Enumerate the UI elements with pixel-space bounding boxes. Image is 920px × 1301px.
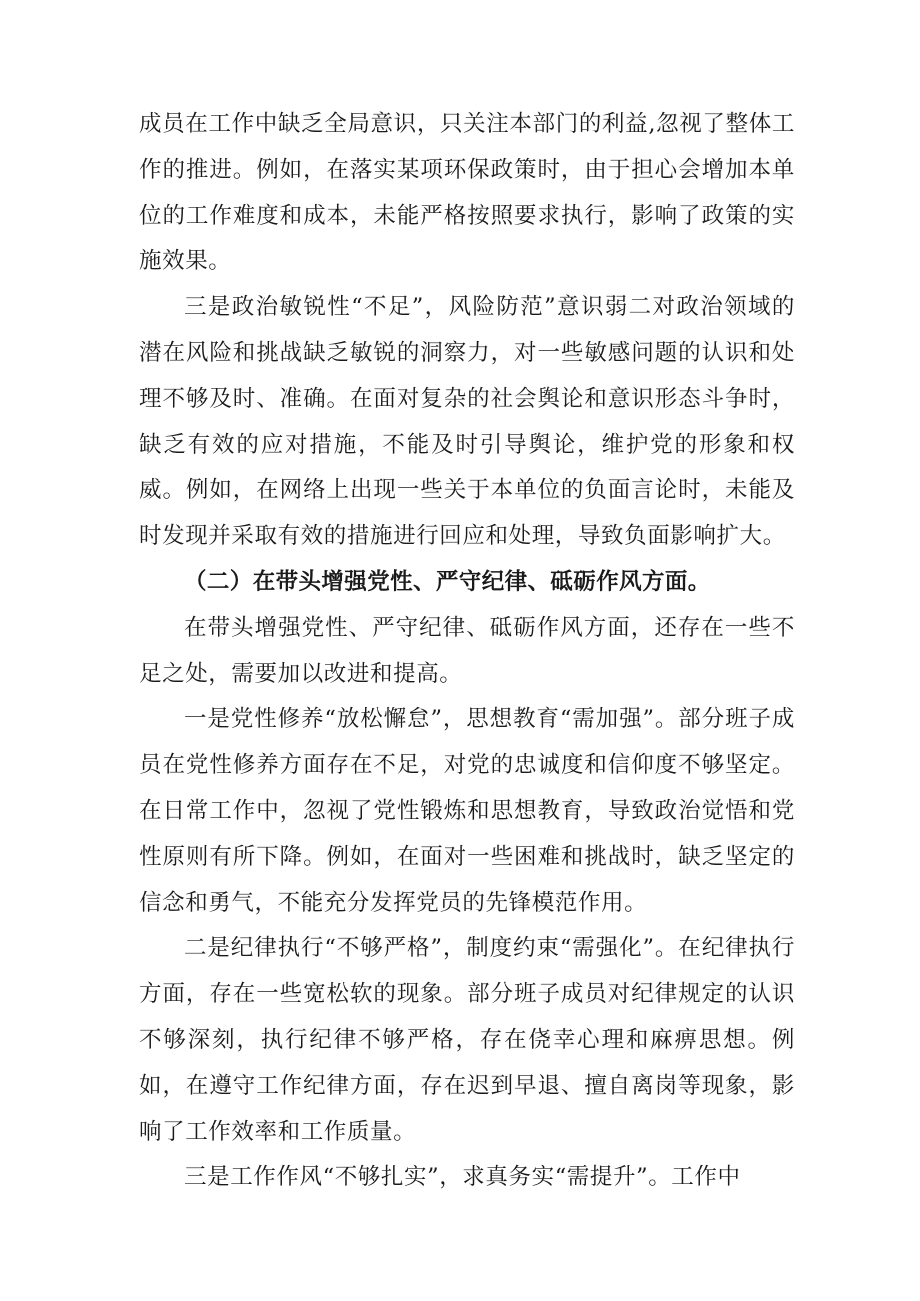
- document-body: [139, 102, 795, 1201]
- paragraph-discipline-execution: 二是纪律执行“不够严格”，制度约束“需强化”。在纪律执行方面，存在一些宽松软的现象。部分班子成员对纪律规定的认识不够深刻，执行纪律不够严格，存在侥幸心理和麻痹思想。例如，在遵守工作纪律方面，存在迟到早退、擅自离岗等现象，影响了工作效率和工作质量。: [139, 935, 795, 1145]
- paragraph-work-style: 三是工作作风“不够扎实”，求真务实“需提升”。工作中: [184, 1164, 741, 1191]
- paragraph-continuation: 成员在工作中缺乏全局意识，只关注本部门的利益,忽视了整体工作的推进。例如，在落实某项环保政策时，由于担心会增加本单位的工作难度和成本，未能严格按照要求执行，影响了政策的实施效果。: [139, 111, 795, 275]
- section-heading: （二）在带头增强党性、严守纪律、砥砺作风方面。: [184, 568, 711, 595]
- paragraph-political-sensitivity: 三是政治敏锐性“不足”，风险防范”意识弱二对政治领域的潜在风险和挑战缺乏敏锐的洞察力，对一些敏感问题的认识和处理不够及时、准确。在面对复杂的社会舆论和意识形态斗争时，缺乏有效的应对措施，不能及时引导舆论，维护党的形象和权威。例如，在网络上出现一些关于本单位的负面言论时，未能及时发现并采取有效的措施进行回应和处理，导致负面影响扩大。: [139, 294, 795, 550]
- paragraph-party-cultivation: 一是党性修养“放松懈怠”，思想教育“需加强”。部分班子成员在党性修养方面存在不足，对党的忠诚度和信仰度不够坚定。在日常工作中，忽视了党性锻炼和思想教育，导致政治觉悟和党性原则有所下降。例如，在面对一些困难和挑战时，缺乏坚定的信念和勇气，不能充分发挥党员的先锋模范作用。: [139, 706, 795, 916]
- paragraph-section-intro: 在带头增强党性、严守纪律、砥砺作风方面，还存在一些不足之处，需要加以改进和提高。: [139, 614, 795, 687]
